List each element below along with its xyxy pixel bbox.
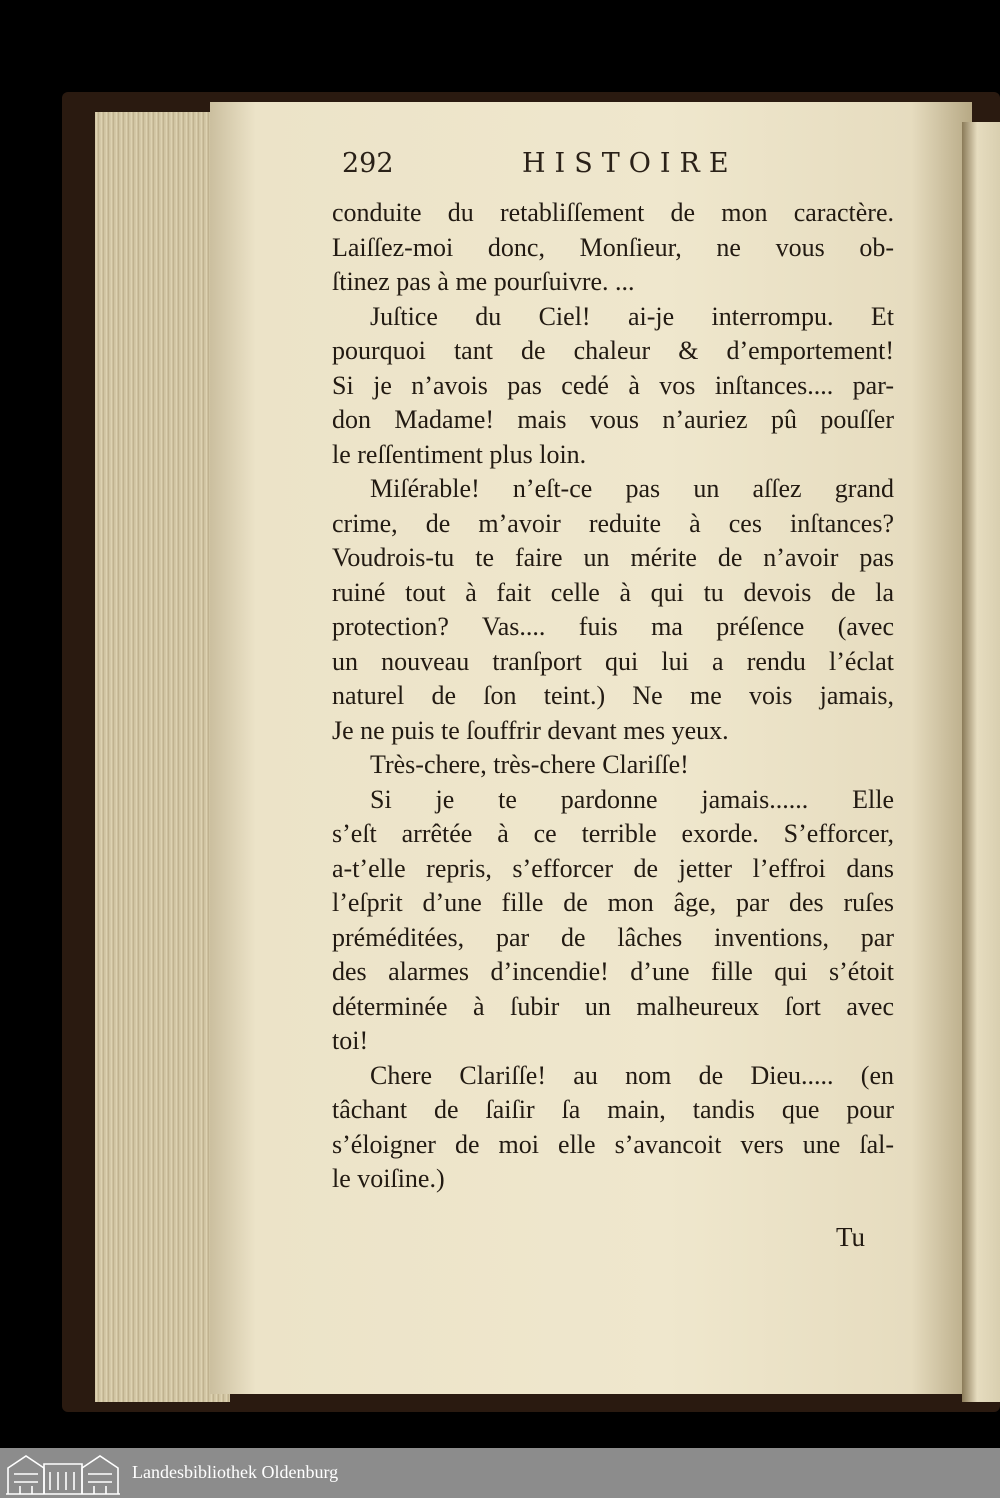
text-line: tâchant de ſaiſir ſa main, tandis que pour xyxy=(332,1095,894,1124)
text-line: pourquoi tant de chaleur & d’emportement! xyxy=(332,336,894,365)
text-line: ſtinez pas à me pourſuivre. ... xyxy=(332,267,635,296)
text-line: Je ne puis te ſouffrir devant mes yeux. xyxy=(332,715,729,745)
text-line: Chere Clariſſe! au nom de Dieu..... (en xyxy=(370,1060,894,1090)
text-line: ruiné tout à fait celle à qui tu devois de la xyxy=(332,577,894,607)
text-line: conduite du retabliſſement de mon caractère. xyxy=(332,198,894,227)
text-line: le voiſine.) xyxy=(332,1164,445,1193)
text-line: don Madame! mais vous n’auriez pû pouſſer xyxy=(332,405,894,434)
text-line: Très-chere, très-chere Clariſſe! xyxy=(370,750,689,779)
text-line: Voudrois-tu te faire un mérite de n’avoir pas xyxy=(332,543,894,572)
text-line: déterminée à ſubir un malheureux ſort avec xyxy=(332,991,894,1021)
text-line: s’éloigner de moi elle s’avancoit vers une ſal- xyxy=(332,1129,894,1159)
text-line: l’eſprit d’une fille de mon âge, par des ruſes xyxy=(332,888,894,917)
library-building-icon xyxy=(4,1450,122,1496)
text-line: Laiſſez-moi donc, Monſieur, ne vous ob- xyxy=(332,232,894,262)
text-line: a-t’elle repris, s’efforcer de jetter l’effroi dans xyxy=(332,853,894,883)
text-line: crime, de m’avoir reduite à ces inſtances? xyxy=(332,508,894,538)
text-line: s’eſt arrêtée à ce terrible exorde. S’efforcer, xyxy=(332,819,894,848)
text-line: Juſtice du Ciel! ai-je interrompu. Et xyxy=(370,301,894,331)
text-line: des alarmes d’incendie! d’une fille qui s’étoit xyxy=(332,957,894,986)
text-line: Si je te pardonne jamais...... Elle xyxy=(370,784,894,814)
text-line: préméditées, par de lâches inventions, par xyxy=(332,922,894,952)
catchword: Tu xyxy=(836,1222,866,1252)
text-line: protection? Vas.... fuis ma préſence (avec xyxy=(332,612,894,641)
text-line: naturel de ſon teint.) Ne me vois jamais, xyxy=(332,681,894,710)
running-title: HISTOIRE xyxy=(522,148,738,179)
text-line: Si je n’avois pas cedé à vos inſtances.... par- xyxy=(332,370,894,400)
library-name: Landesbibliothek Oldenburg xyxy=(132,1462,339,1482)
text-line: le reſſentiment plus loin. xyxy=(332,439,587,469)
body-text xyxy=(332,196,894,1197)
text-line: Miſérable! n’eſt-ce pas un aſſez grand xyxy=(370,474,894,503)
text-line: un nouveau tranſport qui lui a rendu l’éclat xyxy=(332,646,894,676)
text-line: toi! xyxy=(332,1026,369,1055)
page-number: 292 xyxy=(342,148,394,179)
facing-page-edge xyxy=(962,122,1000,1402)
footer-bar xyxy=(0,1448,1000,1498)
